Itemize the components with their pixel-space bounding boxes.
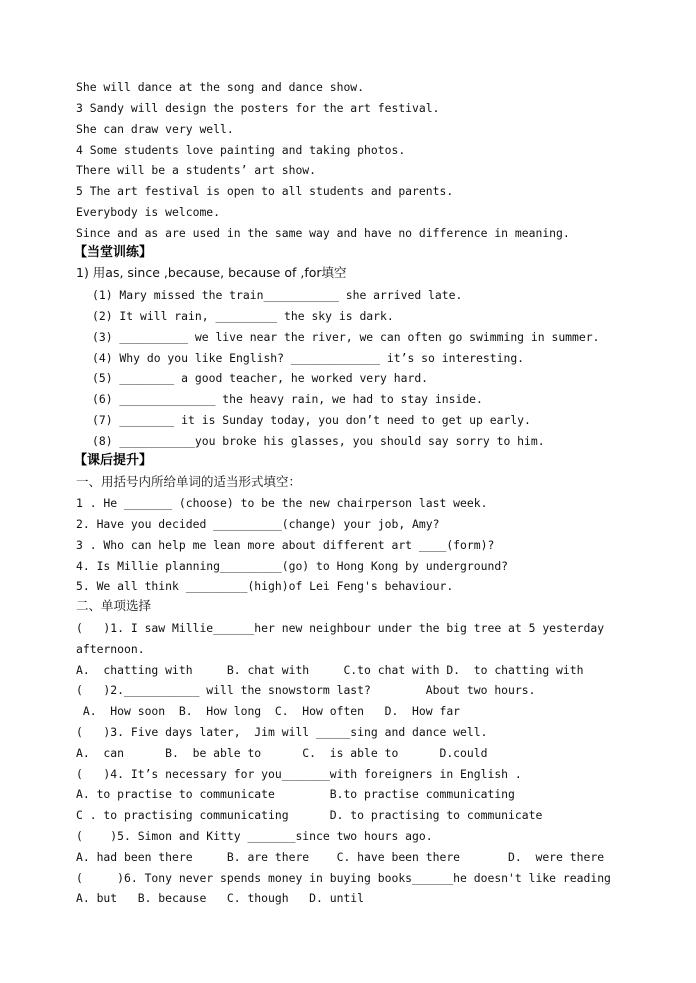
choice-question: ( )2.___________ will the snowstorm last? About two hours. — [76, 683, 536, 697]
passage-line: She will dance at the song and dance show. — [76, 80, 365, 94]
choice-options: A. can B. be able to C. is able to D.could — [76, 746, 488, 760]
passage-line: 4 Some students love painting and taking photos. — [76, 143, 406, 157]
passage-note: Since and as are used in the same way and have no difference in meaning. — [76, 226, 570, 240]
choice-options: A. chatting with B. chat with C.to chat with D. to chatting with — [76, 663, 584, 677]
passage-line: She can draw very well. — [76, 122, 234, 136]
exercise-item: (8) ___________you broke his glasses, you should say sorry to him. — [92, 434, 545, 448]
passage-line: There will be a students’ art show. — [76, 163, 317, 177]
choice-options: A. had been there B. are there C. have been there D. were there — [76, 850, 605, 864]
exercise-item: (2) It will rain, _________ the sky is dark. — [92, 309, 394, 323]
choice-question-cont: afternoon. — [76, 642, 145, 656]
choice-question: ( )6. Tony never spends money in buying books______he doesn't like reading — [76, 871, 611, 885]
passage-line: Everybody is welcome. — [76, 205, 221, 219]
choice-options: A. to practise to communicate B.to practise communicating — [76, 787, 515, 801]
choice-question: ( )3. Five days later, Jim will _____sing and dance well. — [76, 725, 488, 739]
part1-title: 一、用括号内所给单词的适当形式填空： — [76, 474, 302, 489]
fill-in-instruction: 1) 用as, since ,because, because of ,for填空 — [76, 265, 347, 280]
section-title-homework: 【课后提升】 — [74, 453, 153, 468]
choice-question: ( )4. It’s necessary for you_______with foreigners in English . — [76, 767, 522, 781]
exercise-item: (7) ________ it is Sunday today, you don’t need to get up early. — [92, 413, 531, 427]
section-title-practice: 【当堂训练】 — [74, 245, 153, 260]
exercise-item: (1) Mary missed the train___________ she arrived late. — [92, 288, 463, 302]
word-form-item: 1 . He _______ (choose) to be the new chairperson last week. — [76, 496, 488, 510]
passage-line: 3 Sandy will design the posters for the art festival. — [76, 101, 440, 115]
word-form-item: 3 . Who can help me lean more about different art ____(form)? — [76, 538, 495, 552]
exercise-item: (5) ________ a good teacher, he worked very hard. — [92, 371, 429, 385]
choice-question: ( )1. I saw Millie______her new neighbour under the big tree at 5 yesterday — [76, 621, 605, 635]
exercise-item: (4) Why do you like English? _____________ it’s so interesting. — [92, 351, 525, 365]
exercise-item: (6) ______________ the heavy rain, we had to stay inside. — [92, 392, 483, 406]
choice-options: C . to practising communicating D. to practising to communicate — [76, 808, 543, 822]
word-form-item: 5. We all think _________(high)of Lei Feng's behaviour. — [76, 579, 454, 593]
exercise-item: (3) __________ we live near the river, we can often go swimming in summer. — [92, 330, 600, 344]
passage-line: 5 The art festival is open to all students and parents. — [76, 184, 454, 198]
choice-question: ( )5. Simon and Kitty _______since two hours ago. — [76, 829, 433, 843]
word-form-item: 4. Is Millie planning_________(go) to Hong Kong by underground? — [76, 559, 509, 573]
word-form-item: 2. Have you decided __________(change) your job, Amy? — [76, 517, 440, 531]
part2-title: 二、单项选择 — [76, 598, 152, 613]
choice-options: A. but B. because C. though D. until — [76, 891, 365, 905]
choice-options: A. How soon B. How long C. How often D. How far — [76, 704, 461, 718]
